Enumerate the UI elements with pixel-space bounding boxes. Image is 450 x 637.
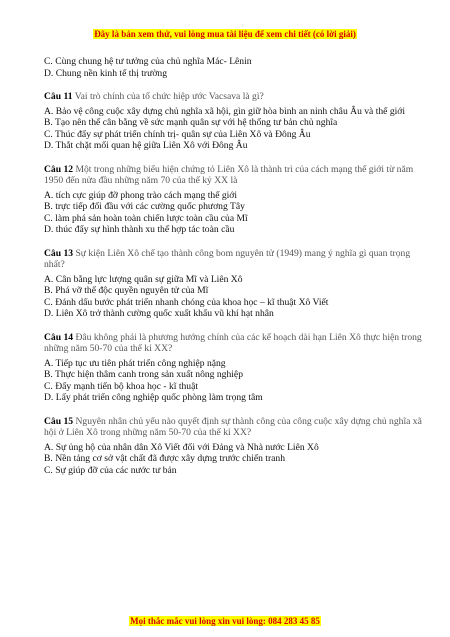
header-notice <box>0 29 450 39</box>
carry-over-options <box>44 56 424 79</box>
question-text: Nguyên nhân chủ yếu nào quyết định sự thành công của công cuộc xây dựng chủ nghĩa xã hội ở Liên Xô trong những năm 50-70 của thế kỉ XX? <box>44 415 422 438</box>
question-text: Vai trò chính của tổ chức hiệp ước Vacsava là gì? <box>74 91 264 102</box>
option: C. Đẩy mạnh tiến bộ khoa học - kĩ thuật <box>44 380 199 392</box>
option: A. Sự ủng hộ của nhân dân Xô Viết đối với Đảng và Nhà nước Liên Xô <box>44 441 319 453</box>
option: B. Nền tảng cơ sở vật chất đã được xây dựng trước chiến tranh <box>44 453 286 464</box>
question-number: Câu 14 <box>44 331 74 343</box>
question-14 <box>44 332 424 404</box>
option: D. Liên Xô trở thành cường quốc xuất khẩu vũ khí hạt nhân <box>44 308 274 319</box>
option: B. Tạo nên thế cân bằng về sức mạnh quân sự với hệ thống tư bản chủ nghĩa <box>44 117 338 128</box>
question-text: Một trong những biểu hiện chứng tỏ Liên Xô là thành trì của cách mạng thế giới từ năm 1950 đến nửa đầu những năm 70 của thế kỷ XX là <box>44 163 414 186</box>
option: C. làm phá sản hoàn toàn chiến lược toàn cầu của Mĩ <box>44 212 248 224</box>
option: B. trực tiếp đối đầu với các cường quốc phương Tây <box>44 201 245 212</box>
question-12 <box>44 164 424 236</box>
question-11 <box>44 91 424 152</box>
option: B. Thực hiện thâm canh trong sản xuất nông nghiệp <box>44 369 243 380</box>
option: D. Lấy phát triển công nghiệp quốc phòng làm trọng tâm <box>44 392 263 403</box>
option: A. Bảo vệ công cuộc xây dựng chủ nghĩa xã hội, gìn giữ hòa bình an ninh châu Âu và thế giới <box>44 105 406 117</box>
document-body <box>44 56 424 476</box>
option: C. Sự giúp đỡ của các nước tư bản <box>44 464 177 476</box>
footer-notice-text: Mọi thắc mắc vui lòng xin vui lòng: 084 283 45 85 <box>130 616 320 626</box>
question-text: Đâu không phải là phương hướng chính của các kế hoạch dài hạn Liên Xô thực hiện trong những năm 50-70 của thế kỉ XX? <box>44 331 422 354</box>
option: A. tích cực giúp đỡ phong trào cách mạng thế giới <box>44 189 238 201</box>
option: D. thúc đẩy sự hình thành xu thế hợp tác toàn cầu <box>44 224 235 235</box>
footer-notice <box>0 616 450 626</box>
question-13 <box>44 248 424 320</box>
question-number: Câu 12 <box>44 163 74 175</box>
question-number: Câu 13 <box>44 247 74 259</box>
question-15 <box>44 416 424 477</box>
option: C. Thúc đẩy sự phát triển chính trị- quân sự của Liên Xô và Đông Âu <box>44 128 311 140</box>
option: C. Cùng chung hệ tư tưởng của chủ nghĩa Mác- Lênin <box>44 56 252 67</box>
question-text: Sự kiện Liên Xô chế tạo thành công bom nguyên tử (1949) mang ý nghĩa gì quan trọng nhất? <box>44 247 411 270</box>
option: A. Tiếp tục ưu tiên phát triển công nghiệp nặng <box>44 357 226 369</box>
header-notice-text: Đây là bản xem thử, vui lòng mua tài liệu để xem chi tiết (có lời giải) <box>94 29 356 39</box>
question-number: Câu 15 <box>44 415 74 427</box>
option: C. Đánh dấu bước phát triển nhanh chóng của khoa học – kĩ thuật Xô Viết <box>44 296 329 308</box>
option: D. Chung nền kinh tế thị trường <box>44 67 167 79</box>
option: A. Cân bằng lực lượng quân sự giữa Mĩ và Liên Xô <box>44 273 243 285</box>
option: D. Thắt chặt mối quan hệ giữa Liên Xô với Đông Âu <box>44 140 248 151</box>
option: B. Phá vỡ thế độc quyền nguyên tử của Mĩ <box>44 285 209 296</box>
question-number: Câu 11 <box>44 91 73 102</box>
